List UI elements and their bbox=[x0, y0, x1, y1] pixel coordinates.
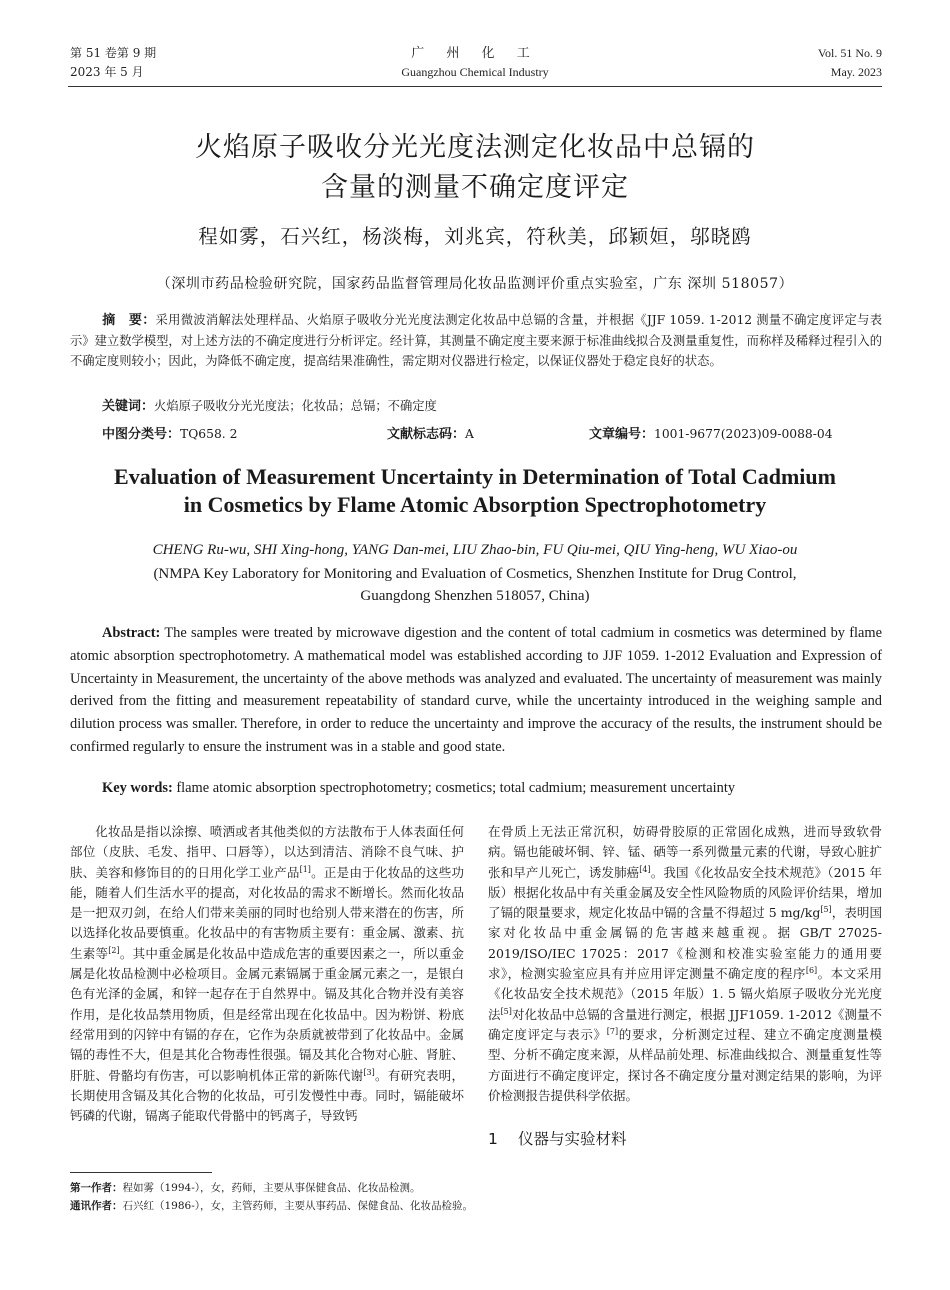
document-code bbox=[387, 424, 474, 445]
abstract-en bbox=[70, 622, 882, 759]
article-number bbox=[589, 424, 833, 445]
clc-value: TQ658. 2 bbox=[180, 427, 238, 441]
section-heading-1 bbox=[488, 1127, 627, 1151]
doc-code-value: A bbox=[465, 427, 474, 441]
clc-label: 中图分类号： bbox=[102, 427, 181, 442]
keywords-cn-text: 火焰原子吸收分光光度法；化妆品；总镉；不确定度 bbox=[154, 399, 437, 413]
publish-date: 2023 年 5 月 bbox=[70, 65, 144, 79]
journal-name-en: Guangzhou Chemical Industry bbox=[401, 65, 549, 79]
intro-text-6: 。我国《化妆品安全技术规范》（2015 年版）根据化妆品中有关重金属及安全性风险物质的风险评价结果，增加了镉的限量要求，规定化妆品中镉的含量不得超过 5 mg/kg bbox=[488, 864, 882, 921]
citation-5: [5] bbox=[820, 905, 832, 915]
intro-text-10: 的要求，分析测定过程、建立不确定度测量模型、分析不确定度来源，从样品前处理、标准曲线拟合、测量重复性等方面进行不确定度评定，探讨各不确定度分量对测定结果的影响，为评价检测报告提供科学依据。 bbox=[488, 1026, 882, 1103]
citation-8: [7] bbox=[606, 1026, 619, 1036]
title-en-line1: Evaluation of Measurement Uncertainty in Determination of Total Cadmium bbox=[114, 464, 836, 489]
citation-4: [4] bbox=[639, 864, 651, 874]
footnote-rule bbox=[70, 1172, 212, 1173]
journal-name-cn: 广 州 化 工 bbox=[411, 46, 539, 61]
affiliation-en bbox=[70, 563, 880, 607]
volume-issue: 第 51 卷第 9 期 bbox=[70, 46, 157, 60]
authors-en: CHENG Ru-wu, SHI Xing-hong, YANG Dan-mei, LIU Zhao-bin, FU Qiu-mei, QIU Ying-heng, WU Xiao-ou bbox=[152, 542, 798, 558]
intro-text-1: 化妆品是指以涂擦、喷洒或者其他类似的方法散布于人体表面任何部位（皮肤、毛发、指甲、口唇等），以达到清洁、消除不良气味、护肤、美容和修饰目的的日用化学工业产品 bbox=[70, 824, 464, 880]
intro-text-5: 在骨质上无法正常沉积，妨碍骨胶原的正常固化成熟，进而导致软骨病。镉也能破坏铜、锌、锰、硒等一系列微量元素的代谢，导致心脏扩张和早产儿死亡，诱发肺癌 bbox=[488, 824, 882, 880]
citation-2: [2] bbox=[108, 945, 120, 955]
keywords-cn bbox=[102, 396, 882, 417]
doc-code-label: 文献标志码： bbox=[387, 427, 466, 442]
journal-name bbox=[325, 44, 625, 82]
section-number: 1 bbox=[488, 1130, 498, 1148]
footnote-corresponding-author bbox=[70, 1198, 882, 1215]
title-en-line2: in Cosmetics by Flame Atomic Absorption Spectrophotometry bbox=[183, 492, 767, 517]
intro-text-4: 。有研究表明，长期使用含镉及其化合物的化妆品，可引发慢性中毒。同时，镉能破坏钙磷的代谢，镉离子能取代骨骼中的钙离子，导致钙 bbox=[70, 1067, 464, 1124]
keywords-cn-label: 关键词： bbox=[102, 399, 155, 414]
abstract-cn-label: 摘 要： bbox=[102, 313, 156, 328]
body-column-left bbox=[70, 822, 464, 1126]
intro-text-9: 对化妆品中总镉的含量进行测定，根据 JJF1059. 1-2012《测量不确定度评定与表示》 bbox=[488, 1006, 882, 1042]
authors-cn: 程如雾，石兴红，杨淡梅，刘兆宾，符秋美，邱颖姮，邬晓鸥 bbox=[198, 225, 752, 248]
body-column-right bbox=[488, 822, 882, 1106]
paper-title-en bbox=[70, 463, 880, 519]
citation-6: [6] bbox=[805, 965, 818, 975]
header-rule bbox=[68, 86, 882, 87]
paper-title-cn bbox=[70, 128, 880, 208]
section-title: 仪器与实验材料 bbox=[518, 1130, 627, 1148]
keywords-en-text: flame atomic absorption spectrophotometry; cosmetics; total cadmium; measurement uncertainty bbox=[176, 780, 736, 796]
first-author-text: 程如雾（1994-），女，药师，主要从事保健食品、化妆品检测。 bbox=[122, 1182, 421, 1194]
intro-text-8: 。本文采用《化妆品安全技术规范》（2015 年版）1. 5 镉火焰原子吸收分光光度法 bbox=[488, 966, 882, 1022]
corresponding-author-label: 通讯作者： bbox=[70, 1200, 123, 1212]
clc-number bbox=[102, 424, 237, 445]
abstract-cn-text: 采用微波消解法处理样品、火焰原子吸收分光光度法测定化妆品中总镉的含量，并根据《JJF 1059. 1-2012 测量不确定度评定与表示》建立数学模型，对上述方法的不确定度进行分析评定。经计算，其测量不确定度主要来源于标准曲线拟合及测量重复性，而称样及稀释过程引入的不确定度则较小；因此，为降低不确定度，提高结果准确性，需定期对仪器进行检定，以保证仪器处于稳定良好的状态。 bbox=[70, 313, 882, 368]
abstract-en-text: The samples were treated by microwave digestion and the content of total cadmium in cosmetics was determined by flame atomic absorption spectrophotometry. A mathematical model was established according to JJF 1059. 1-2012 Evaluation and Expression of Uncertainty in Measurement, the uncertainty of the above methods was analyzed and evaluated. The uncertainty of measurement was mainly derived from the fitting and measurement repeatability of standard curve, while the uncertainty introduced in the weighing sample and dilution process was smaller. Therefore, in order to reduce the uncertainty and improve the accuracy of the results, the instrument should be confirmed regularly to ensure the instrument was in a stable and good state. bbox=[70, 625, 883, 755]
keywords-en-label: Key words: bbox=[102, 780, 173, 796]
citation-7: [5] bbox=[500, 1006, 512, 1016]
intro-text-2: 。正是由于化妆品的这些功能，随着人们生活水平的提高，对化妆品的需求不断增长。然而化妆品是一把双刃剑，在给人们带来美丽的同时也给别人带来潜在的伤害，所以选择化妆品要慎重。化妆品中的有害物质主要有：重金属、激素、抗生素等 bbox=[70, 864, 464, 961]
citation-3: [3] bbox=[363, 1067, 375, 1077]
volume-issue-en: Vol. 51 No. 9 bbox=[817, 46, 882, 60]
journal-volume-info bbox=[70, 44, 156, 82]
affiliation-en-line1: (NMPA Key Laboratory for Monitoring and Evaluation of Cosmetics, Shenzhen Institute for Drug Control, bbox=[153, 566, 797, 582]
corresponding-author-text: 石兴红（1986-），女，主管药师，主要从事药品、保健食品、化妆品检验。 bbox=[122, 1200, 474, 1212]
article-number-value: 1001-9677(2023)09-0088-04 bbox=[654, 427, 833, 441]
title-cn-line2: 含量的测量不确定度评定 bbox=[321, 172, 629, 203]
publish-date-en: May. 2023 bbox=[830, 65, 882, 79]
first-author-label: 第一作者： bbox=[70, 1182, 123, 1194]
citation-1: [1] bbox=[299, 864, 311, 874]
keywords-en bbox=[102, 777, 882, 799]
affiliation-cn: （深圳市药品检验研究院，国家药品监督管理局化妆品监测评价重点实验室，广东 深圳 518057） bbox=[156, 276, 794, 292]
article-number-label: 文章编号： bbox=[589, 427, 655, 442]
journal-volume-info-en bbox=[818, 44, 882, 82]
title-cn-line1: 火焰原子吸收分光光度法测定化妆品中总镉的 bbox=[195, 132, 755, 163]
abstract-cn bbox=[70, 310, 882, 371]
abstract-en-label: Abstract: bbox=[102, 625, 161, 641]
intro-text-3: 。其中重金属是化妆品中造成危害的重要因素之一，所以重金属是化妆品检测中必检项目。金属元素镉属于重金属元素之一，是银白色有光泽的金属，和锌一起存在于自然界中。镉及其化合物并没有美容作用，是化妆品禁用物质，但是经常出现在化妆品中。因为粉饼、粉底经常用到的闪锌中有镉的存在，它作为杂质就被带到了化妆品中。金属镉的毒性不大，但是其化合物毒性很强。镉及其化合物对心脏、肾脏、肝脏、骨骼均有伤害，可以影响机体正常的新陈代谢 bbox=[70, 945, 464, 1083]
footnote-first-author bbox=[70, 1180, 882, 1197]
affiliation-en-line2: Guangdong Shenzhen 518057, China) bbox=[360, 588, 590, 604]
intro-text-7: ，表明国家对化妆品中重金属镉的危害越来越重视。据 GB/T 27025-2019/ISO/IEC 17025：2017《检测和校准实验室能力的通用要求》，检测实验室应具有并应用评定测量不确定度的程序 bbox=[488, 905, 882, 982]
